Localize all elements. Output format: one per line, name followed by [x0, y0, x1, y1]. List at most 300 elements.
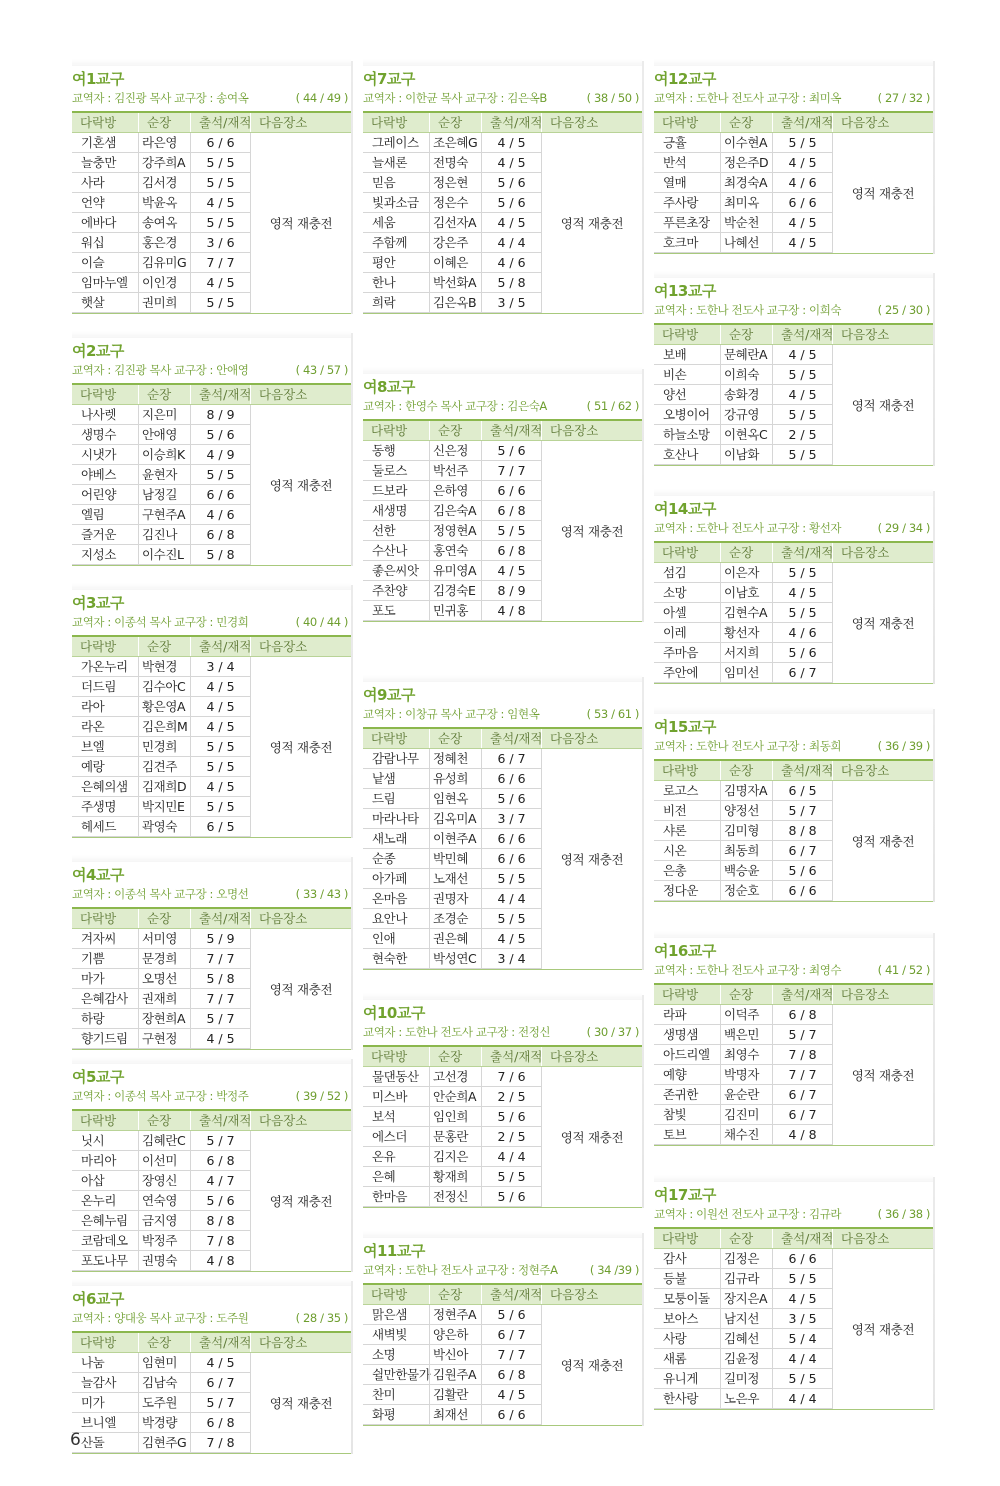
cell-leader: 권재희 [138, 989, 190, 1008]
cell-group-name: 희락 [372, 295, 396, 310]
cell-leader: 이인경 [138, 273, 190, 292]
column-header: 출석/재적 [190, 909, 250, 928]
cell-group-name: 등불 [663, 1271, 687, 1286]
attendance-total: ( 36 / 39 ) [877, 739, 930, 753]
district-leaders-info [72, 90, 351, 107]
district-group [363, 682, 642, 970]
column-header: 다음장소 [832, 761, 933, 780]
cell-leader: 박윤옥 [138, 193, 190, 212]
cell-attendance: 5 / 5 [481, 521, 541, 540]
attendance-table [72, 1109, 351, 1272]
cell-group-name: 브니엘 [81, 1415, 117, 1430]
district-leaders: 교역자 : 도한나 전도사 교구장 : 최동희 [654, 739, 842, 753]
cell-attendance: 4 / 5 [772, 1289, 832, 1308]
district-title: 여17교구 [654, 1186, 716, 1204]
cell-leader: 문경희 [138, 949, 190, 968]
district-leaders: 교역자 : 이종석 목사 교구장 : 오명선 [72, 887, 249, 901]
cell-group-name: 미가 [81, 1395, 105, 1410]
cell-leader: 이희숙 [720, 365, 772, 384]
cell-attendance: 5 / 4 [772, 1329, 832, 1348]
table-header [72, 1111, 351, 1131]
district-group [72, 338, 351, 566]
cell-attendance: 6 / 8 [190, 1413, 250, 1432]
table-header [363, 113, 642, 133]
column-header: 다음장소 [832, 1229, 933, 1248]
table-header [654, 113, 933, 133]
cell-group-name: 더드림 [81, 679, 117, 694]
district-group [654, 496, 933, 684]
cell-group-name: 빛과소금 [372, 195, 419, 210]
table-body [72, 405, 351, 565]
district-title: 여11교구 [363, 1242, 425, 1260]
cell-leader: 최영수 [720, 1045, 772, 1064]
cell-group-name: 믿음 [372, 175, 396, 190]
cell-leader: 양정선 [720, 801, 772, 820]
table-header [72, 909, 351, 929]
cell-group-name: 한마음 [372, 1189, 408, 1204]
column-header: 출석/재적 [190, 1333, 250, 1352]
cell-attendance: 4 / 8 [190, 1251, 250, 1270]
district-leaders: 교역자 : 한영수 목사 교구장 : 김은숙A [363, 399, 547, 413]
cell-group-name: 예향 [663, 1067, 687, 1082]
cell-group-name: 주안에 [663, 665, 699, 680]
attendance-table [363, 1045, 642, 1208]
cell-leader: 이승희K [138, 445, 190, 464]
cell-leader: 백승윤 [720, 861, 772, 880]
district-group [363, 1238, 642, 1426]
table-body [72, 1353, 351, 1453]
district-leaders: 교역자 : 도한나 전도사 교구장 : 최영수 [654, 963, 842, 977]
cell-leader: 정혜천 [429, 749, 481, 768]
cell-group-name: 소망 [663, 585, 687, 600]
column-left [72, 66, 351, 1454]
table-header [72, 637, 351, 657]
cell-leader: 박민혜 [429, 849, 481, 868]
table-header [363, 729, 642, 749]
column-header: 다음장소 [541, 729, 642, 748]
column-header: 순장 [138, 385, 190, 404]
cell-leader: 박선주 [429, 461, 481, 480]
table-header [72, 113, 351, 133]
cell-group-name: 코람데오 [81, 1233, 128, 1248]
cell-group-name: 정다운 [663, 883, 699, 898]
cell-leader: 은하영 [429, 481, 481, 500]
attendance-table [363, 111, 642, 314]
cell-group-name: 사랑 [663, 1331, 687, 1346]
district-group [654, 278, 933, 466]
column-header: 다락방 [371, 115, 408, 130]
column-header: 출석/재적 [772, 543, 832, 562]
cell-leader: 서미영 [138, 929, 190, 948]
column-header: 다음장소 [250, 1111, 351, 1130]
cell-attendance: 4 / 5 [481, 133, 541, 152]
cell-group-name: 늘충만 [81, 155, 117, 170]
cell-leader: 이남호 [720, 583, 772, 602]
cell-leader: 김정은 [720, 1249, 772, 1268]
cell-leader: 박정주 [138, 1231, 190, 1250]
attendance-total: ( 51 / 62 ) [586, 399, 639, 413]
cell-group-name: 물댄동산 [372, 1069, 419, 1084]
cell-group-name: 선한 [372, 523, 396, 538]
cell-attendance: 5 / 6 [481, 1305, 541, 1324]
cell-leader: 조경순 [429, 909, 481, 928]
cell-group-name: 나눔 [81, 1355, 105, 1370]
cell-next-place: 영적 재충전 [832, 133, 933, 253]
cell-attendance: 4 / 6 [481, 253, 541, 272]
cell-attendance: 4 / 5 [190, 717, 250, 736]
table-body [654, 1249, 933, 1409]
cell-group-name: 에바다 [81, 215, 117, 230]
cell-attendance: 6 / 7 [481, 1325, 541, 1344]
cell-group-name: 수산나 [372, 543, 408, 558]
cell-attendance: 7 / 7 [190, 949, 250, 968]
cell-next-place: 영적 재충전 [541, 133, 642, 313]
cell-attendance: 7 / 6 [481, 1067, 541, 1086]
cell-leader: 길미정 [720, 1369, 772, 1388]
cell-leader: 박순천 [720, 213, 772, 232]
attendance-total: ( 44 / 49 ) [295, 91, 348, 105]
district-leaders: 교역자 : 이창규 목사 교구장 : 임현옥 [363, 707, 540, 721]
column-header: 출석/재적 [481, 729, 541, 748]
cell-group-name: 라파 [663, 1007, 687, 1022]
cell-attendance: 2 / 5 [481, 1087, 541, 1106]
cell-leader: 김서경 [138, 173, 190, 192]
cell-group-name: 미스바 [372, 1089, 408, 1104]
district-leaders: 교역자 : 김진광 목사 교구장 : 안애영 [72, 363, 249, 377]
district-leaders-info [72, 1310, 351, 1327]
column-header: 다락방 [80, 911, 117, 926]
cell-leader: 조은혜G [429, 133, 481, 152]
cell-group-name: 존귀한 [663, 1087, 699, 1102]
cell-leader: 김재희D [138, 777, 190, 796]
district-leaders-info [654, 738, 933, 755]
cell-leader: 김명자A [720, 781, 772, 800]
cell-next-place: 영적 재충전 [250, 1131, 351, 1271]
attendance-table [72, 111, 351, 314]
cell-group-name: 새생명 [372, 503, 408, 518]
district-group [72, 66, 351, 314]
column-header: 다음장소 [250, 385, 351, 404]
cell-leader: 문혜란A [720, 345, 772, 364]
cell-leader: 구현정 [138, 1029, 190, 1048]
cell-attendance: 6 / 6 [481, 1405, 541, 1424]
column-header: 출석/재적 [772, 325, 832, 344]
column-header: 다음장소 [250, 113, 351, 132]
cell-attendance: 4 / 4 [481, 1147, 541, 1166]
cell-attendance: 4 / 4 [481, 889, 541, 908]
table-body [363, 1067, 642, 1207]
district-leaders-info [654, 1206, 933, 1223]
cell-leader: 전정신 [429, 1187, 481, 1206]
cell-next-place: 영적 재충전 [832, 1005, 933, 1145]
district-leaders-info [654, 962, 933, 979]
cell-attendance: 5 / 8 [190, 545, 250, 564]
attendance-table [654, 1227, 933, 1410]
column-header: 다락방 [662, 545, 699, 560]
cell-leader: 강은주 [429, 233, 481, 252]
cell-group-name: 감사 [663, 1251, 687, 1266]
cell-leader: 이현옥C [720, 425, 772, 444]
table-header [72, 1333, 351, 1353]
district-leaders-info [72, 1088, 351, 1105]
table-body [72, 657, 351, 837]
cell-attendance: 6 / 5 [772, 781, 832, 800]
cell-attendance: 5 / 5 [772, 1369, 832, 1388]
cell-group-name: 모퉁이돌 [663, 1291, 710, 1306]
cell-leader: 전명숙 [429, 153, 481, 172]
column-header: 출석/재적 [190, 1111, 250, 1130]
cell-attendance: 5 / 5 [481, 1167, 541, 1186]
column-header: 다음장소 [832, 985, 933, 1004]
district-leaders: 교역자 : 이원선 전도사 교구장 : 김규라 [654, 1207, 842, 1221]
district-leaders-info [72, 886, 351, 903]
column-header: 순장 [429, 729, 481, 748]
cell-leader: 김지은 [429, 1147, 481, 1166]
cell-group-name: 좋은씨앗 [372, 563, 419, 578]
attendance-total: ( 40 / 44 ) [295, 615, 348, 629]
cell-attendance: 7 / 7 [481, 1345, 541, 1364]
cell-leader: 노은우 [720, 1389, 772, 1408]
cell-group-name: 시온 [663, 843, 687, 858]
cell-group-name: 순종 [372, 851, 396, 866]
district-title: 여15교구 [654, 718, 716, 736]
cell-attendance: 4 / 6 [772, 173, 832, 192]
cell-leader: 백은민 [720, 1025, 772, 1044]
cell-group-name: 야베스 [81, 467, 117, 482]
cell-group-name: 언약 [81, 195, 105, 210]
cell-attendance: 3 / 6 [190, 233, 250, 252]
cell-attendance: 4 / 5 [190, 273, 250, 292]
attendance-table [654, 983, 933, 1146]
cell-attendance: 6 / 7 [772, 841, 832, 860]
column-header: 다음장소 [832, 543, 933, 562]
cell-leader: 김원주A [429, 1365, 481, 1384]
column-header: 출석/재적 [190, 385, 250, 404]
district-title: 여1교구 [72, 70, 124, 88]
cell-group-name: 마라나타 [372, 811, 419, 826]
cell-leader: 황은영A [138, 697, 190, 716]
column-header: 순장 [720, 113, 772, 132]
district-title: 여7교구 [363, 70, 415, 88]
cell-group-name: 포도나무 [81, 1253, 128, 1268]
cell-leader: 김활란 [429, 1385, 481, 1404]
district-leaders: 교역자 : 이종석 목사 교구장 : 민경희 [72, 615, 249, 629]
column-header: 출석/재적 [190, 113, 250, 132]
cell-attendance: 6 / 8 [481, 1365, 541, 1384]
cell-attendance: 5 / 5 [481, 869, 541, 888]
cell-leader: 안순희A [429, 1087, 481, 1106]
district-title: 여9교구 [363, 686, 415, 704]
cell-leader: 김진나 [138, 525, 190, 544]
district-title: 여10교구 [363, 1004, 425, 1022]
attendance-table [363, 1283, 642, 1426]
attendance-total: ( 39 / 52 ) [295, 1089, 348, 1103]
district-leaders: 교역자 : 도한나 전도사 교구장 : 황선자 [654, 521, 842, 535]
cell-leader: 김옥미A [429, 809, 481, 828]
district-title: 여5교구 [72, 1068, 124, 1086]
table-body [654, 781, 933, 901]
cell-leader: 박성연C [429, 949, 481, 968]
district-leaders: 교역자 : 이한균 목사 교구장 : 김은옥B [363, 91, 547, 105]
cell-leader: 박경량 [138, 1413, 190, 1432]
cell-leader: 윤현자 [138, 465, 190, 484]
cell-leader: 임미선 [720, 663, 772, 682]
cell-leader: 송화경 [720, 385, 772, 404]
cell-group-name: 햇살 [81, 295, 105, 310]
cell-leader: 남정길 [138, 485, 190, 504]
table-header [363, 1285, 642, 1305]
cell-attendance: 4 / 4 [772, 1389, 832, 1408]
cell-attendance: 5 / 7 [772, 801, 832, 820]
table-header [363, 1047, 642, 1067]
cell-attendance: 5 / 7 [190, 1131, 250, 1150]
column-header: 순장 [138, 909, 190, 928]
cell-attendance: 4 / 5 [481, 153, 541, 172]
cell-leader: 김유미G [138, 253, 190, 272]
cell-group-name: 아가페 [372, 871, 408, 886]
table-body [363, 749, 642, 969]
cell-leader: 박현경 [138, 657, 190, 676]
cell-group-name: 섬김 [663, 565, 687, 580]
cell-attendance: 5 / 5 [772, 445, 832, 464]
cell-attendance: 4 / 5 [190, 1029, 250, 1048]
district-leaders-info [72, 614, 351, 631]
column-header: 순장 [138, 113, 190, 132]
cell-attendance: 3 / 4 [190, 657, 250, 676]
cell-group-name: 토브 [663, 1127, 687, 1142]
cell-attendance: 4 / 5 [190, 777, 250, 796]
column-header: 출석/재적 [481, 1047, 541, 1066]
cell-group-name: 나사렛 [81, 407, 117, 422]
cell-group-name: 아드리엘 [663, 1047, 710, 1062]
cell-attendance: 4 / 5 [772, 345, 832, 364]
cell-attendance: 6 / 6 [481, 829, 541, 848]
cell-leader: 권명자 [429, 889, 481, 908]
cell-leader: 김미형 [720, 821, 772, 840]
cell-leader: 이선미 [138, 1151, 190, 1170]
cell-group-name: 긍휼 [663, 135, 687, 150]
attendance-table [72, 907, 351, 1050]
table-body [654, 133, 933, 253]
cell-next-place: 영적 재충전 [250, 405, 351, 565]
cell-attendance: 6 / 8 [190, 525, 250, 544]
cell-next-place: 영적 재충전 [250, 657, 351, 837]
cell-group-name: 라온 [81, 719, 105, 734]
cell-leader: 유성희 [429, 769, 481, 788]
cell-leader: 최동희 [720, 841, 772, 860]
cell-group-name: 라아 [81, 699, 105, 714]
column-header: 다락방 [662, 763, 699, 778]
cell-group-name: 유니게 [663, 1371, 699, 1386]
cell-group-name: 이레 [663, 625, 687, 640]
cell-leader: 권은혜 [429, 929, 481, 948]
attendance-table [654, 323, 933, 466]
column-header: 순장 [720, 325, 772, 344]
cell-attendance: 6 / 6 [190, 485, 250, 504]
column-header: 다음장소 [832, 113, 933, 132]
cell-attendance: 6 / 5 [190, 817, 250, 836]
column-header: 순장 [720, 761, 772, 780]
cell-leader: 김혜란C [138, 1131, 190, 1150]
cell-attendance: 6 / 6 [772, 881, 832, 900]
district-leaders: 교역자 : 도한나 전도사 교구장 : 이희숙 [654, 303, 842, 317]
table-header [654, 1229, 933, 1249]
cell-attendance: 3 / 5 [772, 1309, 832, 1328]
column-header: 다락방 [371, 1049, 408, 1064]
cell-group-name: 찬미 [372, 1387, 396, 1402]
cell-group-name: 요안나 [372, 911, 408, 926]
cell-attendance: 5 / 6 [772, 643, 832, 662]
column-header: 다음장소 [541, 421, 642, 440]
cell-group-name: 은혜누림 [81, 1213, 128, 1228]
cell-attendance: 5 / 5 [190, 173, 250, 192]
cell-next-place: 영적 재충전 [250, 1353, 351, 1453]
district-leaders-info [654, 302, 933, 319]
cell-leader: 문홍란 [429, 1127, 481, 1146]
cell-attendance: 5 / 5 [190, 293, 250, 312]
cell-attendance: 5 / 7 [190, 1393, 250, 1412]
cell-attendance: 6 / 8 [772, 1005, 832, 1024]
cell-attendance: 6 / 6 [190, 133, 250, 152]
column-header: 다락방 [80, 639, 117, 654]
attendance-total: ( 34 /39 ) [589, 1263, 639, 1277]
table-body [72, 1131, 351, 1271]
cell-leader: 김규라 [720, 1269, 772, 1288]
cell-group-name: 아삽 [81, 1173, 105, 1188]
cell-leader: 안애영 [138, 425, 190, 444]
cell-group-name: 생명샘 [663, 1027, 699, 1042]
cell-attendance: 7 / 7 [190, 989, 250, 1008]
attendance-total: ( 25 / 30 ) [877, 303, 930, 317]
cell-leader: 장영신 [138, 1171, 190, 1190]
cell-leader: 장지은A [720, 1289, 772, 1308]
cell-group-name: 마가 [81, 971, 105, 986]
cell-leader: 노재선 [429, 869, 481, 888]
cell-leader: 홍은경 [138, 233, 190, 252]
cell-leader: 김경숙E [429, 581, 481, 600]
cell-attendance: 4 / 5 [190, 193, 250, 212]
cell-leader: 김선자A [429, 213, 481, 232]
cell-group-name: 은혜감사 [81, 991, 128, 1006]
table-header [654, 985, 933, 1005]
cell-leader: 채수진 [720, 1125, 772, 1144]
column-header: 출석/재적 [772, 1229, 832, 1248]
cell-group-name: 주함께 [372, 235, 408, 250]
cell-leader: 곽영숙 [138, 817, 190, 836]
column-header: 다음장소 [250, 1333, 351, 1352]
cell-attendance: 4 / 8 [481, 601, 541, 620]
cell-attendance: 5 / 5 [772, 133, 832, 152]
table-body [72, 929, 351, 1049]
cell-attendance: 4 / 6 [772, 623, 832, 642]
column-header: 다음장소 [250, 909, 351, 928]
cell-group-name: 겨자씨 [81, 931, 117, 946]
cell-group-name: 동행 [372, 443, 396, 458]
cell-group-name: 현숙한 [372, 951, 408, 966]
cell-group-name: 맑은샘 [372, 1307, 408, 1322]
attendance-total: ( 30 / 37 ) [586, 1025, 639, 1039]
attendance-total: ( 43 / 57 ) [295, 363, 348, 377]
cell-group-name: 새노래 [372, 831, 408, 846]
column-header: 출석/재적 [190, 637, 250, 656]
cell-attendance: 8 / 8 [190, 1211, 250, 1230]
district-group [363, 374, 642, 622]
cell-attendance: 5 / 5 [481, 909, 541, 928]
district-title: 여16교구 [654, 942, 716, 960]
cell-attendance: 4 / 5 [481, 213, 541, 232]
district-leaders-info [72, 362, 351, 379]
cell-attendance: 5 / 6 [190, 1191, 250, 1210]
